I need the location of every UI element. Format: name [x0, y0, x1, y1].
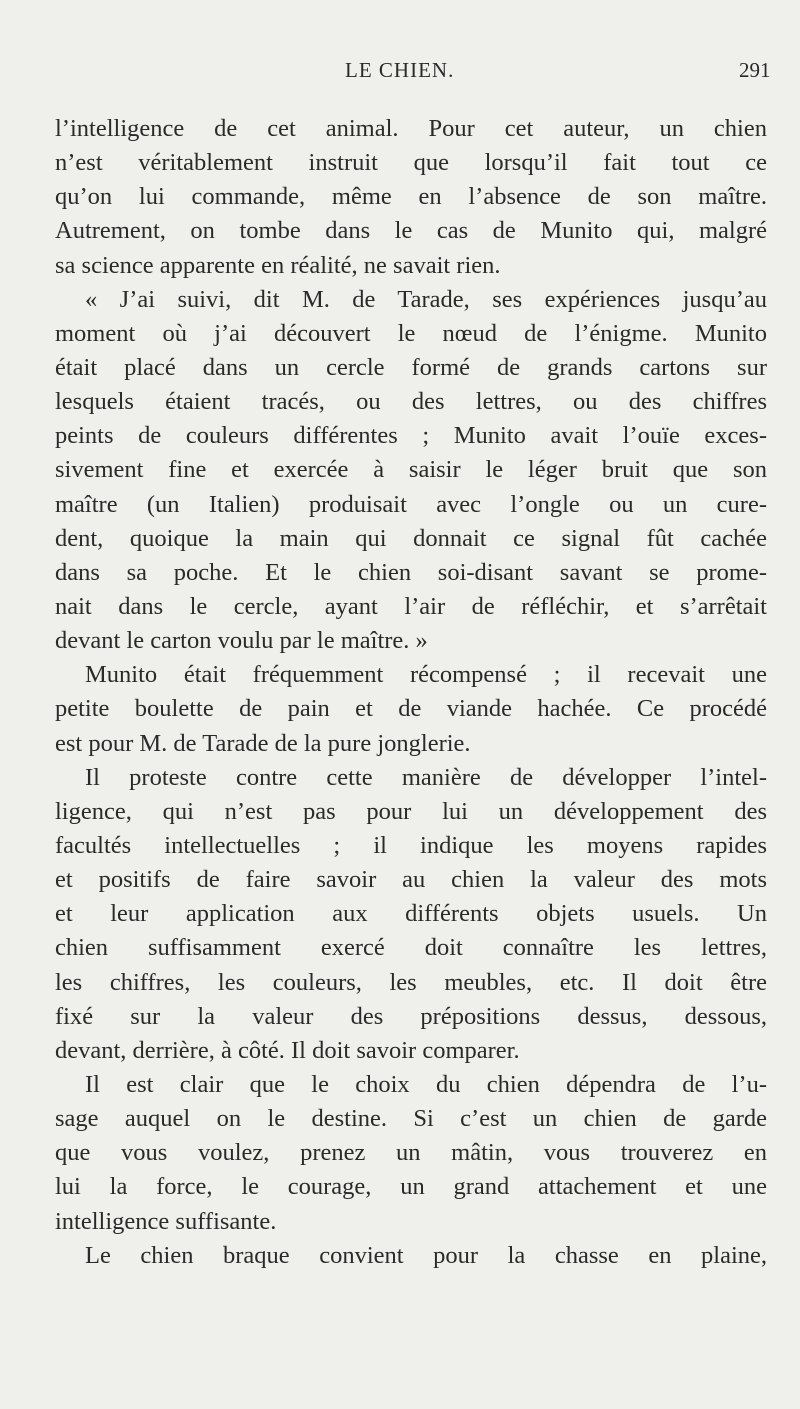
body-text [55, 112, 767, 1273]
text-line: ligence, qui n’est pas pour lui un développement des [55, 797, 767, 825]
text-line: lesquels étaient tracés, ou des lettres, ou des chiffres [55, 388, 767, 416]
page-number: 291 [739, 58, 771, 82]
text-line: n’est véritablement instruit que lorsqu’il fait tout ce [55, 149, 767, 177]
text-line: maître (un Italien) produisait avec l’ongle ou un cure- [55, 490, 767, 518]
text-line: Le chien braque convient pour la chasse en plaine, [85, 1241, 767, 1269]
text-line: Il est clair que le choix du chien dépendra de l’u- [85, 1070, 767, 1098]
text-line: sa science apparente en réalité, ne savait rien. [55, 251, 501, 279]
running-title: LE CHIEN. [345, 58, 455, 82]
text-line: devant, derrière, à côté. Il doit savoir comparer. [55, 1036, 520, 1064]
text-line: Munito était fréquemment récompensé ; il recevait une [85, 661, 767, 689]
text-line: est pour M. de Tarade de la pure jonglerie. [55, 729, 471, 757]
text-line: lui la force, le courage, un grand attachement et une [55, 1173, 767, 1201]
text-line: intelligence suffisante. [55, 1207, 277, 1235]
text-line: devant le carton voulu par le maître. » [55, 627, 428, 655]
text-line: était placé dans un cercle formé de grands cartons sur [55, 353, 767, 381]
text-line: sage auquel on le destine. Si c’est un chien de garde [55, 1105, 767, 1133]
text-line: facultés intellectuelles ; il indique les moyens rapides [55, 831, 767, 859]
text-line: nait dans le cercle, ayant l’air de réfléchir, et s’arrêtait [55, 592, 767, 620]
text-line: « J’ai suivi, dit M. de Tarade, ses expériences jusqu’au [85, 285, 767, 313]
text-line: sivement fine et exercée à saisir le léger bruit que son [55, 456, 767, 484]
running-head [0, 58, 800, 88]
text-line: moment où j’ai découvert le nœud de l’énigme. Munito [55, 319, 767, 347]
text-line: peints de couleurs différentes ; Munito avait l’ouïe exces- [55, 422, 767, 450]
text-line: dent, quoique la main qui donnait ce signal fût cachée [55, 524, 767, 552]
text-line: chien suffisamment exercé doit connaître les lettres, [55, 934, 767, 962]
text-line: dans sa poche. Et le chien soi-disant savant se prome- [55, 558, 767, 586]
text-line: et leur application aux différents objets usuels. Un [55, 900, 767, 928]
text-line: et positifs de faire savoir au chien la valeur des mots [55, 866, 767, 894]
text-line: fixé sur la valeur des prépositions dessus, dessous, [55, 1002, 767, 1030]
text-line: les chiffres, les couleurs, les meubles, etc. Il doit être [55, 968, 767, 996]
text-line: l’intelligence de cet animal. Pour cet auteur, un chien [55, 115, 767, 142]
text-line: Il proteste contre cette manière de développer l’intel- [85, 763, 767, 791]
text-line: Autrement, on tombe dans le cas de Munito qui, malgré [55, 217, 767, 245]
text-line: qu’on lui commande, même en l’absence de son maître. [55, 183, 767, 211]
text-line: que vous voulez, prenez un mâtin, vous trouverez en [55, 1139, 767, 1167]
text-line: petite boulette de pain et de viande hachée. Ce procédé [55, 695, 767, 723]
